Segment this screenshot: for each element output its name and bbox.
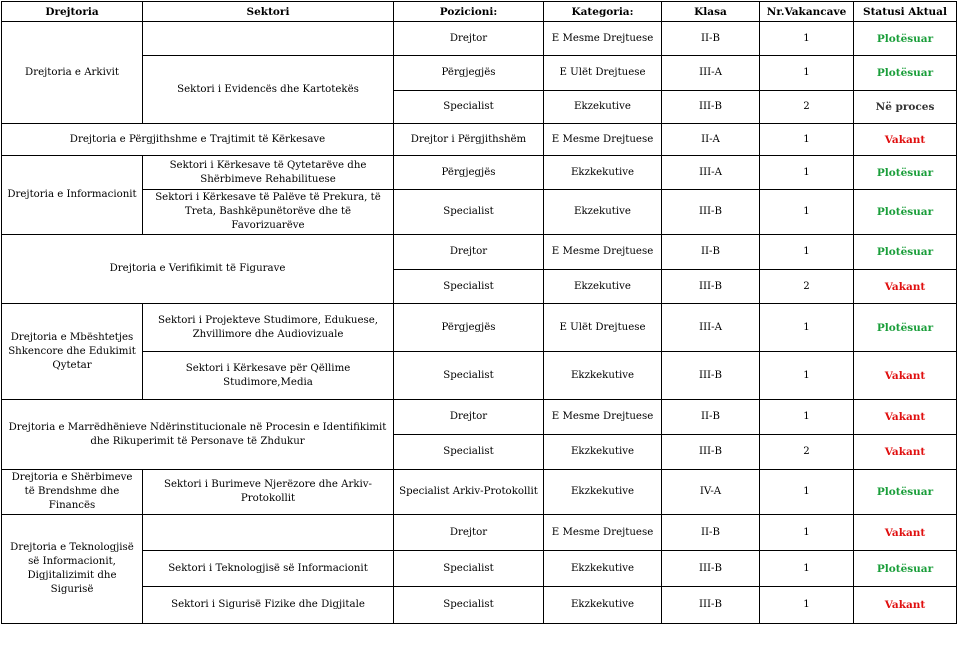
table-row [2,515,957,551]
position-cell: Specialist Arkiv-Protokollit [394,470,544,515]
category-cell: Ekzkekutive [544,551,662,587]
category-cell: E Mesme Drejtuese [544,400,662,435]
position-cell: Drejtor [394,400,544,435]
position-cell: Specialist [394,190,544,235]
status-badge: Plotësuar [854,235,957,270]
sector-cell: Sektori i Kërkesave të Palëve të Prekura, të Treta, Bashkëpunëtorëve dhe të Favorizuarëve [143,190,394,235]
class-cell: II-B [662,235,760,270]
directorate-cell: Drejtoria e Verifikimit të Figurave [2,235,394,304]
position-cell: Specialist [394,91,544,124]
status-badge: Vakant [854,270,957,304]
vacancy-count-cell: 1 [760,352,854,400]
table-row [2,551,957,587]
category-cell: E Ulët Drejtuese [544,56,662,91]
vacancy-count-cell: 1 [760,470,854,515]
status-badge: Plotësuar [854,304,957,352]
table-row [2,587,957,624]
category-cell: Ekzkekutive [544,435,662,470]
position-cell: Përgjegjës [394,304,544,352]
status-badge: Plotësuar [854,470,957,515]
vacancy-count-cell: 1 [760,56,854,91]
header-kategoria: Kategoria: [544,2,662,22]
sector-cell: Sektori i Burimeve Njerëzore dhe Arkiv-Protokollit [143,470,394,515]
directorate-cell: Drejtoria e Marrëdhënieve Ndërinstitucionale në Procesin e Identifikimit dhe Rikuperimit të Personave të Zhdukur [2,400,394,470]
vacancy-count-cell: 1 [760,190,854,235]
directorate-cell: Drejtoria e Teknologjisë së Informacionit, Digjitalizimit dhe Sigurisë [2,515,143,624]
table-body [2,22,957,624]
vacancy-count-cell: 2 [760,91,854,124]
vacancy-count-cell: 1 [760,156,854,190]
position-cell: Përgjegjës [394,156,544,190]
sector-cell: Sektori i Evidencës dhe Kartotekës [143,56,394,124]
vacancy-count-cell: 1 [760,400,854,435]
vacancy-count-cell: 1 [760,515,854,551]
status-badge: Në proces [854,91,957,124]
directorate-cell: Drejtoria e Përgjithshme e Trajtimit të Kërkesave [2,124,394,156]
class-cell: III-B [662,587,760,624]
category-cell: Ekzkekutive [544,156,662,190]
vacancy-count-cell: 2 [760,435,854,470]
directorate-cell: Drejtoria e Arkivit [2,22,143,124]
position-cell: Specialist [394,435,544,470]
vacancy-count-cell: 2 [760,270,854,304]
status-badge: Vakant [854,400,957,435]
position-cell: Drejtor [394,515,544,551]
category-cell: Ekzekutive [544,190,662,235]
category-cell: E Mesme Drejtuese [544,515,662,551]
header-pozicioni: Pozicioni: [394,2,544,22]
status-badge: Vakant [854,435,957,470]
position-cell: Drejtor i Përgjithshëm [394,124,544,156]
header-row [2,2,957,22]
position-cell: Specialist [394,587,544,624]
vacancy-table [1,1,957,624]
table-row [2,304,957,352]
status-badge: Vakant [854,124,957,156]
table-row [2,124,957,156]
position-cell: Specialist [394,352,544,400]
class-cell: III-B [662,551,760,587]
table-row [2,352,957,400]
category-cell: E Ulët Drejtuese [544,304,662,352]
header-sektori: Sektori [143,2,394,22]
position-cell: Drejtor [394,22,544,56]
class-cell: II-B [662,515,760,551]
vacancy-count-cell: 1 [760,304,854,352]
category-cell: Ekzekutive [544,91,662,124]
status-badge: Plotësuar [854,22,957,56]
position-cell: Specialist [394,551,544,587]
status-badge: Vakant [854,352,957,400]
class-cell: II-B [662,400,760,435]
table-row [2,22,957,56]
directorate-cell: Drejtoria e Shërbimeve të Brendshme dhe Financës [2,470,143,515]
directorate-cell: Drejtoria e Mbështetjes Shkencore dhe Edukimit Qytetar [2,304,143,400]
position-cell: Specialist [394,270,544,304]
table-row [2,235,957,270]
header-drejtoria: Drejtoria [2,2,143,22]
table-row [2,190,957,235]
status-badge: Plotësuar [854,190,957,235]
sector-cell: Sektori i Kërkesave për Qëllime Studimore,Media [143,352,394,400]
sector-cell [143,515,394,551]
sector-cell: Sektori i Projekteve Studimore, Edukuese, Zhvillimore dhe Audiovizuale [143,304,394,352]
vacancy-count-cell: 1 [760,587,854,624]
category-cell: Ekzekutive [544,270,662,304]
class-cell: III-B [662,270,760,304]
vacancy-count-cell: 1 [760,551,854,587]
vacancy-count-cell: 1 [760,124,854,156]
vacancy-count-cell: 1 [760,22,854,56]
class-cell: III-B [662,190,760,235]
sector-cell: Sektori i Sigurisë Fizike dhe Digjitale [143,587,394,624]
category-cell: Ekzkekutive [544,352,662,400]
category-cell: E Mesme Drejtuese [544,124,662,156]
sector-cell [143,22,394,56]
header-vakancave: Nr.Vakancave [760,2,854,22]
position-cell: Përgjegjës [394,56,544,91]
table-row [2,400,957,435]
header-statusi: Statusi Aktual [854,2,957,22]
status-badge: Vakant [854,515,957,551]
class-cell: III-A [662,304,760,352]
class-cell: IV-A [662,470,760,515]
table-row [2,156,957,190]
status-badge: Plotësuar [854,156,957,190]
sector-cell: Sektori i Kërkesave të Qytetarëve dhe Shërbimeve Rehabilituese [143,156,394,190]
class-cell: III-A [662,56,760,91]
category-cell: Ekzkekutive [544,587,662,624]
category-cell: E Mesme Drejtuese [544,235,662,270]
table-row [2,56,957,91]
directorate-cell: Drejtoria e Informacionit [2,156,143,235]
category-cell: E Mesme Drejtuese [544,22,662,56]
status-badge: Plotësuar [854,56,957,91]
vacancy-count-cell: 1 [760,235,854,270]
class-cell: II-A [662,124,760,156]
class-cell: III-A [662,156,760,190]
position-cell: Drejtor [394,235,544,270]
status-badge: Vakant [854,587,957,624]
class-cell: III-B [662,91,760,124]
table-row [2,470,957,515]
header-klasa: Klasa [662,2,760,22]
class-cell: III-B [662,352,760,400]
category-cell: Ekzkekutive [544,470,662,515]
status-badge: Plotësuar [854,551,957,587]
class-cell: II-B [662,22,760,56]
sector-cell: Sektori i Teknologjisë së Informacionit [143,551,394,587]
class-cell: III-B [662,435,760,470]
